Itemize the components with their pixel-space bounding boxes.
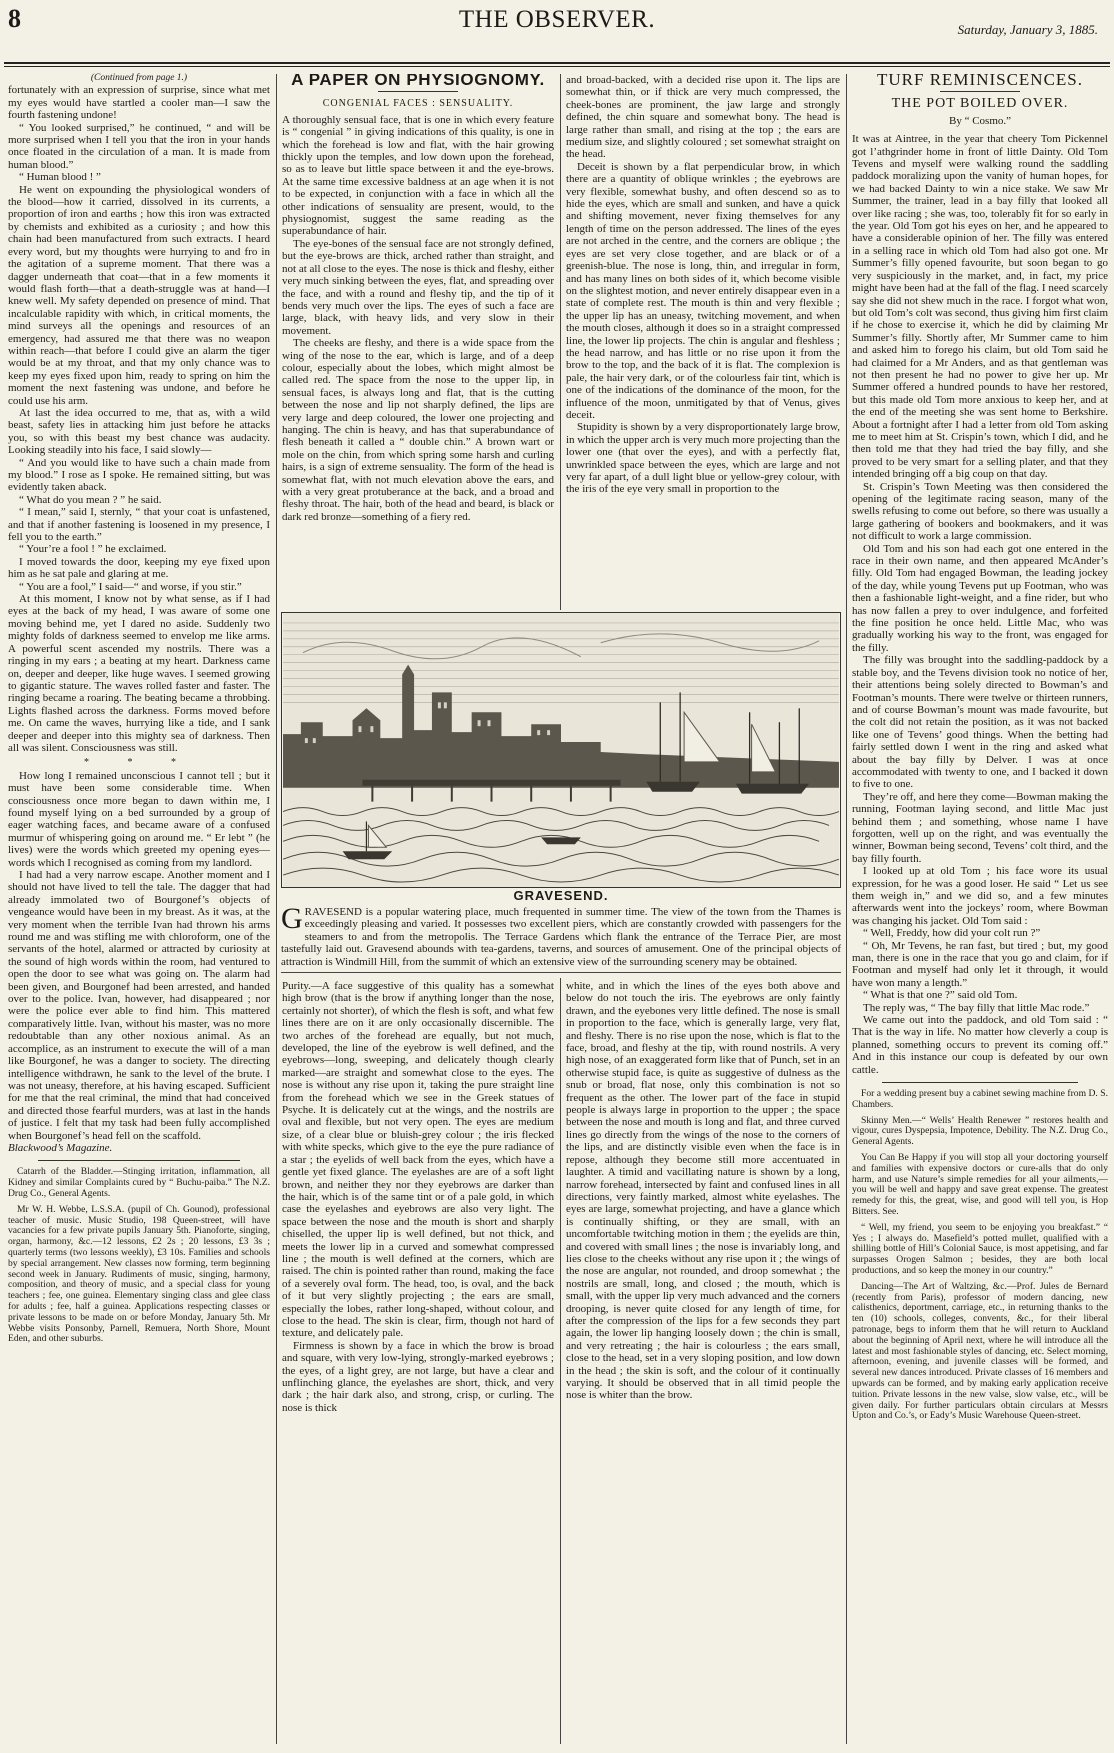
section-break-stars: * * * [84,757,194,769]
story-column [8,72,270,1748]
drop-cap: G [281,902,303,935]
advertisement: Mr W. H. Webbe, L.S.S.A. (pupil of Ch. Gounod), professional teacher of music. Music Studio, 198 Queen-street, will have vacancies for a few private pupils January 5th. Pianoforte, singing, organ, harmony, &c.—12 lessons, £2 2s ; 20 lessons, £3 3s ; quarterly terms (two lessons weekly), £3 10s. Families and schools by special arrangement. New classes now forming, term beginning second week in January. Rudiments of music, singing, harmony, composition, and theory of music, and a special class for young teachers ; fee, one guinea. Elementary singing class and glee class for adults ; fee, half a guinea. Applications respecting classes or private lessons to be made on or before Monday, January 5th. Mr Webbe visits Ponsonby, Parnell, Remuera, North Shore, Mount Eden, and other suburbs. [8,1203,270,1345]
physiognomy-column-bottom-left [282,980,554,1748]
story-paragraph: “ And you would like to have such a chain made from my blood.” I rose as I spoke. He remained sitting, but was evidently taken aback. [8,456,270,494]
article-paragraph: Firmness is shown by a face in which the brow is broad and square, with very low-lying, strongly-marked eyebrows ; the eyes, of a light grey, are not large, but have a clear and unflinching glance, the eyelashes are short, thick, and very dark ; the hair dark also, and strong, crisp, or curling. The nose is thick [282,1339,554,1414]
article-paragraph: It was at Aintree, in the year that cheery Tom Pickennel got l’athgrinder home in front of little Dainty. Old Tom Tevens and myself were walking round the saddling paddock moralizing upon the vanity of human hopes, for we had backed Dainty to win a nice stake. We saw Mr Summer, the trainer, lead in a bay filly that looked all over like racing ; she was, too, tolerably fit for so early in the year. Old Tom got his eyes on her, and he appeared to have a considerable opinion of her. The filly was entered in a selling race in which old Tom had also got one. Mr Summer’s filly opened favourite, but soon began to go very suspiciously in the market, and, in fact, my price might have been had at the fall of the flag. I need scarcely say she did not shew much in the race. I forgot what won, but old Tom’s colt was second, thus giving him first claim if he chose to exercise it, which he did by claiming Mr Summer’s filly. Shortly after, Mr Summer came to him and asked him to forego his claim, but old Tom said he had claimed for a Mr Anders, and as that gentleman was not then present he had no power to give her up. Mr Summer offered a hundred pounds to have her restored, but this made old Tom more anxious to keep her, and at the end of the meeting she was sent home to Berkshire. About a fortnight after I had a letter from old Tom asking me to meet him at St. Crispin’s town, which I did, and he then told me that they had tried the bay filly, and she proved to be very smart for a selling plater, and that they intended bringing off a big coup on that day. [852,133,1108,481]
page-number: 8 [8,4,21,33]
article-paragraph: The filly was brought into the saddling-paddock by a stable boy, and the Tevens division took no notice of her, their attentions being solely directed to Bowman’s and Footman’s mounts. There were twelve or thirteen runners, and of course Bowman’s mount was made favourite, but the colt did not retain the position, as it was not backed like one of Tevens’ good things. When the betting had fairly settled down I went in the ring and asked what about the bay filly by Delver. I was at once accommodated with twenty to one, and I backed it down to five to one. [852,654,1108,791]
article-paragraph: and broad-backed, with a decided rise upon it. The lips are somewhat thin, or if thick are very much compressed, the cheek-bones are prominent, the jaw large and strongly defined, the chin square and somewhat bony. The head is large rather than small, and rising at the top ; the ears are medium size, and slightly coloured ; set somewhat straight on the head. [566,74,840,161]
engraving-label: GRAVESEND. [513,888,609,903]
engraving-caption [281,902,841,968]
caption-rule [281,972,841,973]
article-paragraph: I looked up at old Tom ; his face wore its usual expression, for he was a good loser. He said “ Let us see them weigh in,” and we did so, and a few minutes afterwards went into the jockeys’ room, where Bowman was changing his jacket. Old Tom said : [852,865,1108,927]
column-rule [276,74,277,1744]
masthead-rule-thin [4,66,1110,67]
article-paragraph: Deceit is shown by a flat perpendicular brow, in which there are a quantity of oblique wrinkles ; the eyebrows are very flexible, somewhat bushy, and often descend so as to hide the eyes, which are small and sunken, and have a quick and shifting movement, never fixing themselves for any length of time on the person addressed. The lines of the eyes are not arched in the centre, and the corners are oblique ; the eyes are set very close together, and are black or of a greenish-blue. The nose is long, thin, and irregular in form, and has many lines on both sides of it, which become visible on the slightest motion, and never entirely disappear even in a state of complete rest. The mouth is thin and very flexible ; the upper lip has an uneasy, twitching movement, and when the mouth closes, although it does so in a straight compressed line, the lower lip projects. The chin is angular and fleshless ; the head narrow, and has little or no rise upon it from the brow to the top, and the back of it is flat. The complexion is pale, the hair very dark, or of the colourless fair tint, which is one of the indications of the dominance of the moon, for the influence of the moon, unmitigated by that of Venus, gives deceit. [566,160,840,421]
story-paragraph: “ What do you mean ? ” he said. [19,493,162,506]
turf-title: TURF REMINISCENCES. [876,72,1084,89]
divider [38,1160,240,1161]
story-paragraph: I had had a very narrow escape. Another moment and I should not have lived to tell the tale. The dagger that had already immolated two of Bourgonef’s objects of vengeance would have been in my breast. As it was, at the very moment when the terrible Ivan had thrown his arms round me and was stifling me with chloroform, one of the servants of the hotel, alarmed or attracted by curiosity at the sound of high words within the room, had ventured to open the door to see what was going on. The alarm had been given, and Bourgonef had been arrested, and handed over to the police. Ivan, however, had disappeared ; nor were the police ever able to find him. This mattered comparatively little. Ivan, without his master, was no more redoubtable than any other noxious animal. As an accomplice, as an instrument to execute the will of a man like Bourgonef, he was a danger to society. The directing intelligence withdrawn, he sank to the level of the brute. I was not uneasy, therefore, at his having escaped. Sufficient for me that the real criminal, the mind that had conceived and directed those fearful murders, was at last in the hands of justice. I felt that my task had been fully accomplished when Bourgonef’s head fell on the scaffold. [8,869,270,1142]
story-paragraph: fortunately with an expression of surprise, since what met my eyes would have startled a cooler man—I saw the fourth fastening undone! [8,84,270,122]
story-paragraph: At this moment, I know not by what sense, as if I had eyes at the back of my head, I was aware of some one moving behind me, yet I dared no aside. Suddenly two mighty folds of darkness seemed to envelop me like arms. A powerful scent ascended my nostrils. There was a ringing in my ears ; a beating at my heart. Darkness came on, deeper and deeper, like huge waves. I seemed growing to gigantic stature. The waves rolled faster and faster. The ringing became a roaring. The beating became a throbbing. Lights flashed across the darkness. Forms moved before me. On came the waves, hurrying like a tide, and I sank deeper and deeper into this mighty sea of darkness. Then all was silent. Consciousness was still. [8,593,270,754]
column-rule [560,74,561,610]
story-paragraph: “ Human blood ! ” [19,171,101,184]
article-paragraph: “ Well, Freddy, how did your colt run ?” [863,927,1041,940]
article-subhead: CONGENIAL FACES : SENSUALITY. [322,98,514,110]
article-title: A PAPER ON PHYSIOGNOMY. [291,74,545,89]
article-paragraph: “ Oh, Mr Tevens, he ran fast, but tired ; but, my good man, there is one in the race that you go and claim, for if Footman and myself had only let it through, it would have won many a length.” [852,939,1108,989]
newspaper-title: THE OBSERVER. [458,6,656,33]
story-paragraph: “ Your’re a fool ! ” he exclaimed. [19,543,167,556]
article-paragraph: white, and in which the lines of the eyes both above and below do not touch the iris. The eyebrows are only faintly drawn, and the eyebones very little defined. The nose is small in proportion to the face, which is generally large, very flat, and fleshy. There is no rise upon the nose, which is flat to the face, broad, and fleshy at the tip, with round nostrils. A very high nose, of an exaggerated form like that of Punch, set in an otherwise stupid face, is quite as suggestive of dulness as the snub or broad, flat nose, only this combination is not so frequent as the other. The lower part of the face in stupid people is always large in proportion to the upper ; the space between the nose and mouth is long and flat, and three curved lines go directly from the wings of the nose to the corners of the lips, and are distinctly visible even when the face is in repose, although they become still more accentuated in laughter. A timid and vacillating nature is shown by a long, narrow forehead, intersected by faint and confused lines in all directions, very faintly marked, almost white eyelashes. The eyes are large, somewhat projecting, and have a glance which is continually shifting, or they are small, with an uncomfortable twitching motion in them ; the eyelids are thin, and covered with small lines ; the nose is invariably long, and lies close to the cheeks without any rise upon it ; the wings of the nose are angular, not rounded, and droop somewhat ; the nostrils are small, long, and closed ; the mouth, which is small, with the upper lip very much advanced and the corners drooping, is never quite closed for any length of time, for after the compression of the lips for a few seconds they part again, the lower lip hanging loosely down ; the chin is small, and very retreating ; the hair is colourless ; the ears small, close to the head, set in a very sloping position, and low down in the head ; the skin is soft, and the colour of it continually varying. It should be observed that in all timid people the nose is whiter than the brow. [566,980,840,1402]
article-paragraph: “ What is that one ?” said old Tom. [863,989,1018,1002]
story-source: Blackwood’s Magazine. [8,1141,113,1154]
story-paragraph: He went on expounding the physiological wonders of the blood—how it carried, dissolved in its currents, a proportion of iron and earths ; how this iron was extracted by chemists and exhibited as a curiosity ; and how this chain had been manufactured from such extracts. I heard every word, but my thoughts were hurrying to and fro in the agitation of a supreme moment. That there was a dagger underneath that coat—that in a few moments it would flash forth—that a death-struggle was at hand—I knew well. My safety depended on presence of mind. That incalculable rapidity with which, in critical moments, the mind surveys all the openings and resources of an emergency, had assured me that there was no weapon within reach—that before I could give an alarm the tiger would be at my throat, and that my only chance was to keep my eyes fixed upon him, ready to spring on him the moment the next fastening was undone, and before he could use his arm. [8,183,270,407]
story-paragraph: “ You looked surprised,” he continued, “ and will be more surprised when I tell you that the iron in your hands once floated in the circulation of a man. It is made from human blood.” [8,121,270,171]
article-paragraph: The cheeks are fleshy, and there is a wide space from the wing of the nose to the ear, which is large, and of a deep colour, especially about the lobes, which might almost be called red. The space from the nose to the upper lip, in sensual faces, is always long and flat, that is the cutting between the nose and lip not sharply defined, the lips are very large and deep coloured, the lower one projecting and hanging. The chin is heavy, and has that superabundance of flesh beneath it called a “ double chin.” A brown wart or mole on the chin, from which spring some harsh and curling hairs, is a sign of extreme sensuality. The form of the head is somewhat flat, with not much elevation above the ears, and with a very great protuberance at the back, and a broad and fleshy throat. The hair, both of the head and beard, is black or dark red bronze—something of a fiery red. [282,337,554,523]
story-paragraph: At last the idea occurred to me, that as, with a wild beast, safety lies in attacking him just before he attacks you, so with this beast my best chance was audacity. Looking steadily into his face, I said slowly— [8,406,270,457]
byline: By “ Cosmo.” [948,114,1012,127]
story-paragraph: How long I remained unconscious I cannot tell ; but it must have been some considerable time. When consciousness once more began to dawn within me, I found myself lying on a bed surrounded by a group of eager watching faces, and became aware of a confused murmur of whispering going on around me. “ Er lebt ” (he lives) were the words which greeted my opening eyes—words which I recognised as coming from my landlord. [8,769,270,869]
advertisement: For a wedding present buy a cabinet sewing machine from D. S. Chambers. [852,1088,1108,1110]
advertisement: Catarrh of the Bladder.—Stinging irritation, inflammation, all Kidney and similar Complaints cured by “ Buchu-paiba.” The N.Z. Drug Co., General Agents. [8,1166,270,1199]
turf-column [852,72,1108,1748]
advertisement: “ Well, my friend, you seem to be enjoying you breakfast.” “ Yes ; I always do. Masefield’s potted mullet, qualified with a shilling bottle of Hill’s Colonial Sauce, is most appetising, and far surpasses Orogen Salmon ; besides, they are both local productions, and so keep the money in our country.” [852,1221,1108,1277]
turf-subtitle: THE POT BOILED OVER. [891,96,1069,112]
gravesend-engraving [281,612,841,888]
physiognomy-column-top-left [282,74,554,614]
article-paragraph: We came out into the paddock, and old Tom said : “ That is the way in life. No matter how cleverly a coup is planned, something occurs to prevent its coming off.” And in this instance our coup is defeated by our own cattle. [852,1014,1108,1076]
article-paragraph: St. Crispin’s Town Meeting was then considered the opening of the legitimate racing season, many of the swells refusing to come out before, so there was usually a large gathering of bookers and bookmakers, and it was not difficult to work a large commission. [852,480,1108,543]
article-paragraph: Old Tom and his son had each got one entered in the race in their own name, and then appeared McAnder’s filly. Old Tom had engaged Bowman, the leading jockey of the day, while young Tevens put up Footman, who was then a fashionable light-weight, and a fine rider, but who has now fallen a prey to over indulgence, and forfeited the fine position he once held. Little Mac, who was gradually working his way to the front, was engaged for the filly. [852,542,1108,654]
title-rule [378,91,458,92]
advertisement: Skinny Men.—“ Wells’ Health Renewer ” restores health and vigour, cures Dyspepsia, Impotence, Debility. The N.Z. Drug Co., General Agents. [852,1114,1108,1148]
title-rule [940,91,1020,92]
article-paragraph: Purity.—A face suggestive of this quality has a somewhat high brow (that is the brow if anything longer than the nose, certainly not shorter), of which the flesh is soft, and what few lines there are on it are only occasionally discernible. The two arches of the forehead are equally, but not much, developed, the line of the eyebrow is well defined, and the eyebrows—long, sweeping, and delicately though clearly marked—are straight and somewhat close to the eyes. The nose is without any rise upon it, taking the pure straight line from the forehead which we see in the Greek statues of Psyche. It is delicately cut at the wings, and the nostrils are oval and flexible, but not very open. The eyes are medium size, of a clear blue or bluish-grey colour ; the iris flecked with white specks, which give to the eye the pure radiance of a star ; the eyelids of well back from the eyes, which have a gentle yet fixed glance. The eyelashes are are of a soft light brown, and neither they nor they eyebrows are darker than the hair, which is of the same tint or of a pale gold, in which case the eyelashes and eyebrows are also very light. The space between the nose and the mouth is short and sharply chiselled, the upper lip is well defined, but not thick, and meets the lower lip in a curved and somewhat compressed line ; the mouth is well defined at the corners, which are raised. The chin is pointed rather than round, making the face of a severely oval form. The head, too, is oval, and the back of it but very slightly projecting ; the ears are small, especially the lobes, rather long-shaped, without colour, and close to the head. The skin is clear, firm, though not hard of texture, and delicately pale. [282,980,554,1340]
advertisement: You Can Be Happy if you will stop all your doctoring yourself and families with expensive doctors or cure-alls that do only harm, and use Nature’s simple remedies for all your ailments,—you will be well and happy and save great expense. The greatest remedy for this, the great, wise, and good will tell you, is Hop Bitters. See. [852,1152,1108,1218]
advertisement: Dancing—The Art of Waltzing, &c.—Prof. Jules de Bernard (recently from Paris), professor of modern dancing, new calisthenics, deportment, carriage, etc., in returning thanks to the ten (10) schools, colleges, convents, &c., for their liberal patronage, begs to inform them that he will return to Auckland about the beginning of April next, where he will introduce all the latest and most fashionable styles of dancing, etc. Select morning, afternoon, evening, and juvenile classes will be formed, and several new dances introduced. Private classes of 16 members and upwards can be formed, and by making early application receive tuition. Private lessons in the new valse, slow valse, etc., will be given daily. For further particulars obtain circulars at Messrs Upton and Co.’s, or Eady’s Music Warehouse Queen-street. [852,1280,1108,1422]
masthead [0,0,1114,76]
article-paragraph: They’re off, and here they come—Bowman making the running, Footman laying second, and little Mac just behind them ; and something, whose name I have forgotten, well up on the right, and was eventually the winner, Bowman being second, Tevens’ colt third, and the bay filly fourth. [852,790,1108,865]
caption-text: RAVESEND is a popular watering place, much frequented in summer time. The view of the town from the Thames is exceedingly pleasing and varied. It possesses two excellent piers, which are constantly crowded with passengers for the steamers to and from the metropolis. The Terrace Gardens which flank the entrance of the Terrace Pier, are most tastefully laid out. Gravesend abounds with tea-gardens, taverns, and sources of amusement. One of the principal objects of attraction is Windmill Hill, from the summit of which an extensive view of the surrounding scenery may be obtained. [281,906,841,968]
story-paragraph: “ You are a fool,” I said—“ and worse, if you stir.” [19,580,242,593]
column-rule [846,74,847,1744]
story-paragraph: I moved towards the door, keeping my eye fixed upon him as he sat pale and glaring at me. [8,555,270,581]
article-paragraph: A thoroughly sensual face, that is one in which every feature is “ congenial ” in giving indications of this quality, is one in which the forehead is low and flat, with the hair growing thickly upon the temples, and low down upon the forehead, so as to leave but little space between it and the eye-brows. At the same time excessive baldness at an age when it is not to be expected, in conjunction with a face in which all the other indications of sensuality are present, would, to the physiognomist, suggest the same reading as the superabundance of hair. [282,113,554,238]
divider [882,1082,1078,1083]
article-paragraph: Stupidity is shown by a very disproportionately large brow, in which the upper arch is very much more projecting than the lower one (that over the eyes), and with a perfectly flat, unwrinkled space between the eyes, which are large and not very far apart, of a dull light blue or yellow-grey colour, with the iris of the eye very small in proportion to the [566,421,840,496]
physiognomy-column-top-right [566,74,840,614]
masthead-rule [4,62,1110,64]
continued-note: (Continued from page 1.) [90,73,188,83]
column-rule [560,978,561,1744]
article-paragraph: The eye-bones of the sensual face are not strongly defined, but the eye-brows are thick, arched rather than straight, and not at all close to the eyes. The nose is thick and fleshy, either very much sinking between the eyes, flat, and spreading over the face, and with a round and fleshy tip, and the tip of it bends very much over the lips. The eyes of such a face are large, black, with heavy lids, and very slow in their movement. [282,237,554,337]
physiognomy-column-bottom-right [566,980,840,1748]
article-paragraph: The reply was, “ The bay filly that little Mac rode.” [863,1001,1090,1014]
story-paragraph: “ I mean,” said I, sternly, “ that your coat is unfastened, and that if another fastening is loosened in my presence, I fell you to the earth.” [8,506,270,544]
issue-date: Saturday, January 3, 1885. [957,22,1098,37]
